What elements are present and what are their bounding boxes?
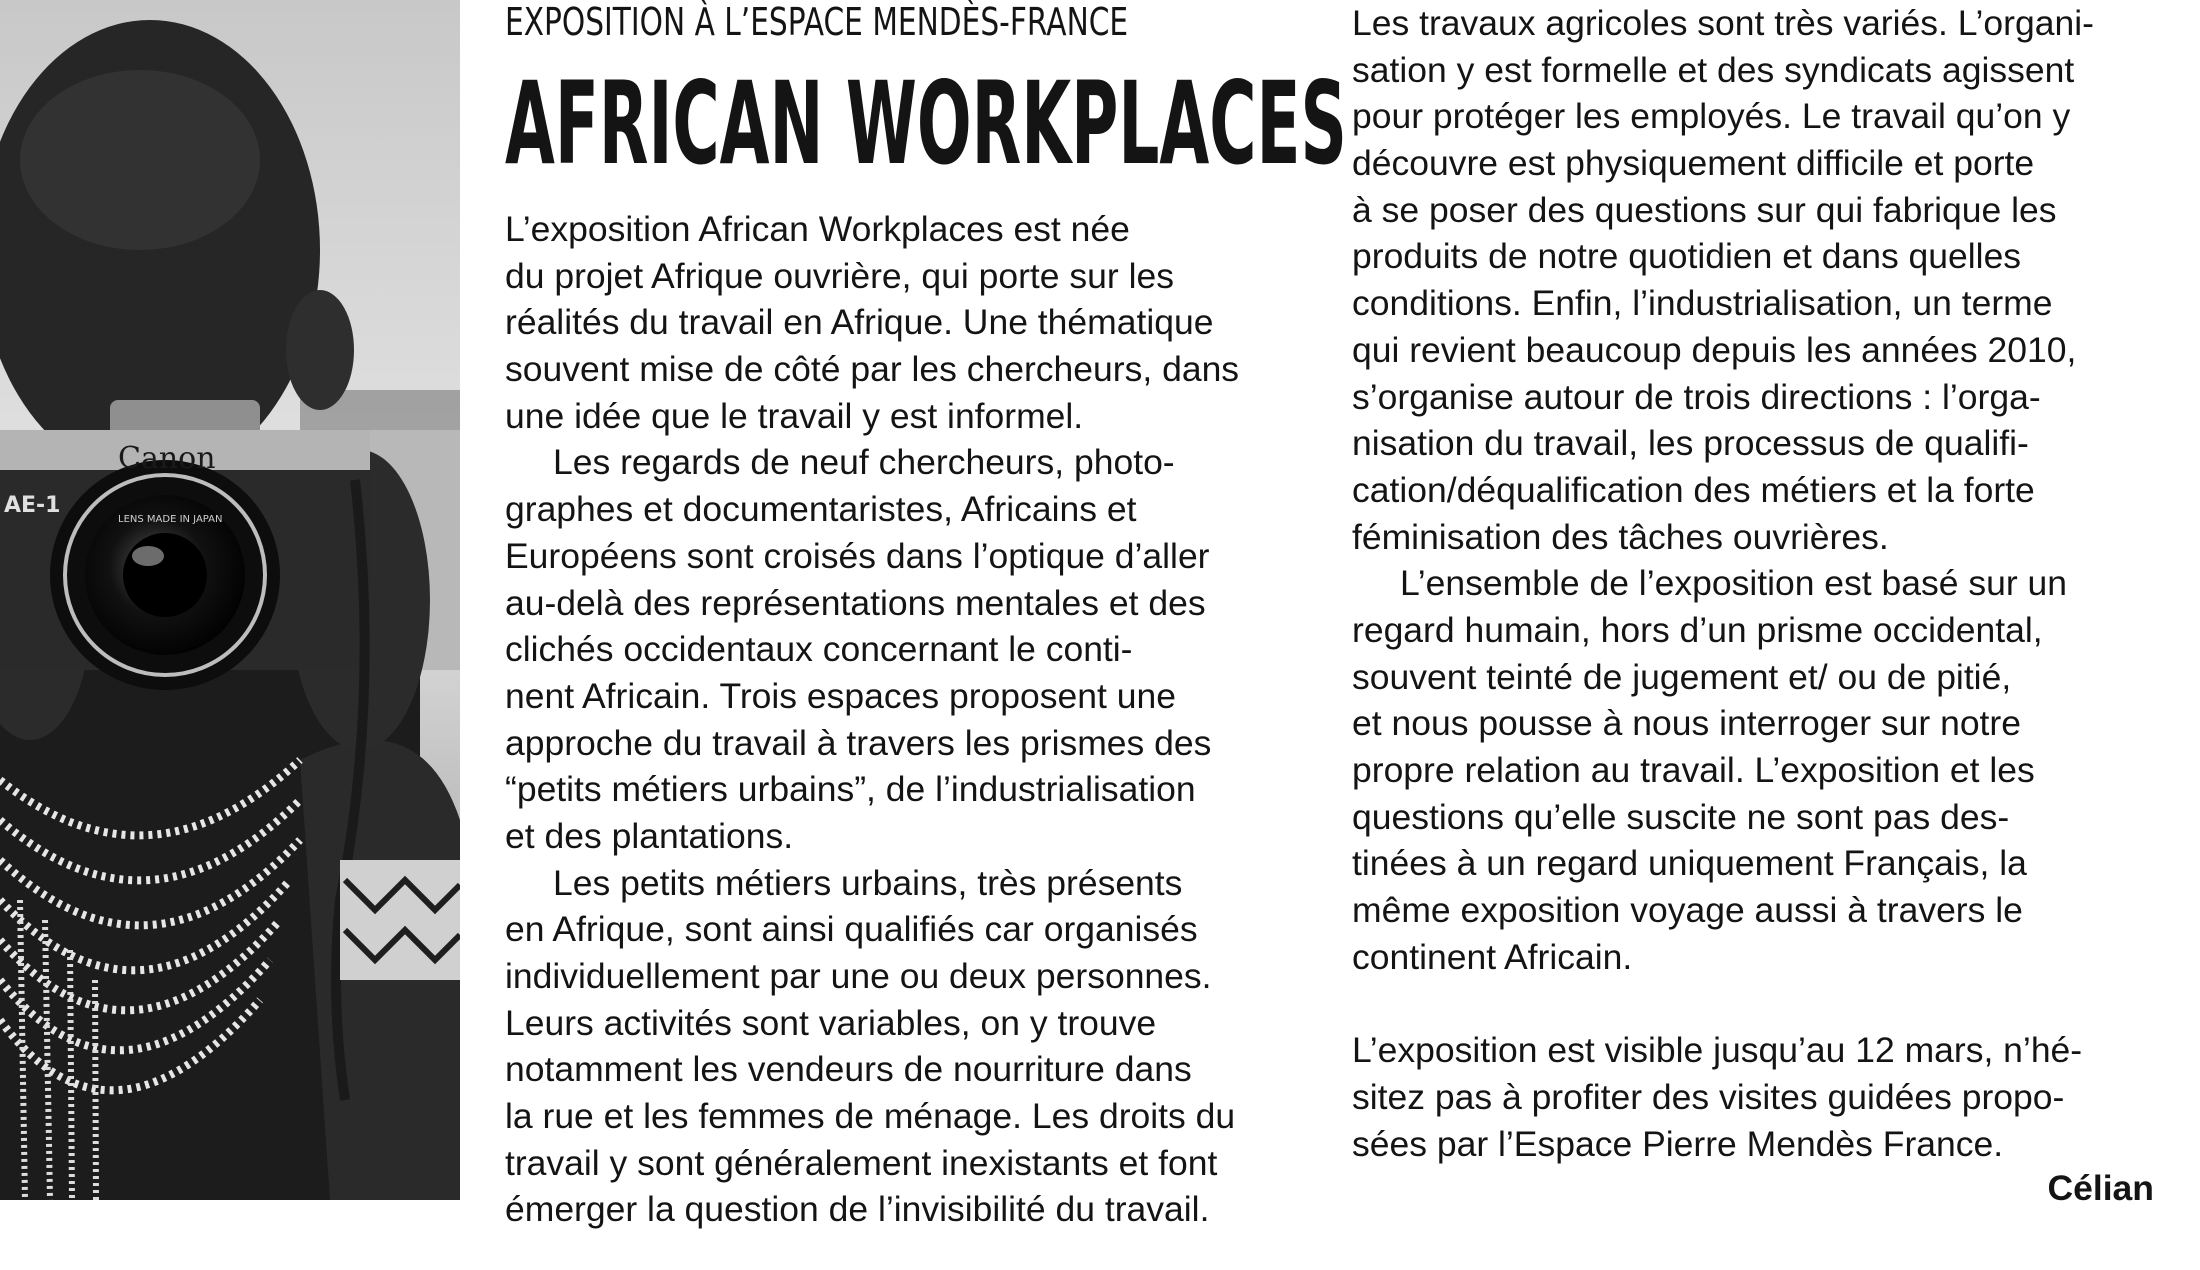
text-line: conditions. Enfin, l’industrialisation, un terme bbox=[1352, 283, 2053, 324]
text-line: sation y est formelle et des syndicats agissent bbox=[1352, 49, 2075, 90]
photographer-photo bbox=[0, 0, 460, 1200]
text-line: individuellement par une ou deux personnes. bbox=[505, 956, 1212, 996]
text-line: questions qu’elle suscite ne sont pas des- bbox=[1352, 796, 2010, 837]
text-line: sées par l’Espace Pierre Mendès France. bbox=[1352, 1123, 2004, 1164]
text-line: travail y sont généralement inexistants et font bbox=[505, 1142, 1218, 1183]
text-line: et des plantations. bbox=[505, 815, 794, 856]
text-line: du projet Afrique ouvrière, qui porte sur les bbox=[505, 255, 1174, 296]
text-line: souvent mise de côté par les chercheurs, dans bbox=[505, 349, 1240, 390]
text-line: tinées à un regard uniquement Français, la bbox=[1352, 843, 2027, 884]
camera-model-label: AE-1 bbox=[4, 493, 61, 518]
text-line: Les petits métiers urbains, très présents bbox=[553, 862, 1183, 903]
text-line: graphes et documentaristes, Africains et bbox=[505, 489, 1137, 530]
text-line: L’exposition est visible jusqu’au 12 mars, n’hé- bbox=[1352, 1030, 2083, 1071]
article-column-2 bbox=[1352, 0, 2094, 1167]
text-line: une idée que le travail y est informel. bbox=[505, 395, 1084, 436]
text-line: émerger la question de l’invisibilité du travail. bbox=[505, 1189, 1210, 1230]
text-line: nisation du travail, les processus de qualifi- bbox=[1352, 423, 2029, 464]
text-line: Les travaux agricoles sont très variés. L’organi- bbox=[1352, 3, 2094, 43]
text-line: en Afrique, sont ainsi qualifiés car organisés bbox=[505, 909, 1198, 950]
text-line: L’ensemble de l’exposition est basé sur un bbox=[1400, 563, 2068, 604]
text-line: souvent teinté de jugement et/ ou de pitié, bbox=[1352, 656, 2012, 697]
text-line: L’exposition African Workplaces est née bbox=[505, 209, 1130, 249]
text-line: regard humain, hors d’un prisme occidental, bbox=[1352, 609, 2043, 650]
text-line: Les regards de neuf chercheurs, photo- bbox=[553, 442, 1175, 483]
text-line: clichés occidentaux concernant le conti- bbox=[505, 629, 1133, 670]
camera-brand-label: Canon bbox=[118, 441, 216, 476]
lens-made-in-japan-label: LENS MADE IN JAPAN bbox=[118, 514, 223, 525]
text-line: à se poser des questions sur qui fabrique les bbox=[1352, 189, 2057, 230]
text-line: nent Africain. Trois espaces proposent une bbox=[505, 675, 1176, 716]
text-line: et nous pousse à nous interroger sur notre bbox=[1352, 703, 2021, 744]
text-line: Européens sont croisés dans l’optique d’aller bbox=[505, 535, 1210, 576]
text-line: sitez pas à profiter des visites guidées propo- bbox=[1352, 1076, 2065, 1117]
author-signature: Célian bbox=[2047, 1168, 2154, 1208]
text-line: réalités du travail en Afrique. Une thématique bbox=[505, 302, 1214, 343]
text-line: féminisation des tâches ouvrières. bbox=[1352, 516, 1889, 557]
blank-line bbox=[1352, 980, 2094, 1027]
text-line: qui revient beaucoup depuis les années 2010, bbox=[1352, 329, 2077, 370]
text-line: découvre est physiquement difficile et porte bbox=[1352, 143, 2035, 184]
text-line: propre relation au travail. L’exposition et les bbox=[1352, 750, 2035, 790]
text-line: continent Africain. bbox=[1352, 936, 1633, 977]
text-line: s’organise autour de trois directions : l’orga- bbox=[1352, 376, 2041, 417]
text-line: même exposition voyage aussi à travers le bbox=[1352, 890, 2023, 931]
article-kicker: EXPOSITION À L’ESPACE MENDÈS-FRANCE bbox=[505, 0, 1129, 44]
text-line: cation/déqualification des métiers et la forte bbox=[1352, 469, 2035, 510]
article-title: AFRICAN WORKPLACES bbox=[505, 57, 1347, 190]
text-line: “petits métiers urbains”, de l’industrialisation bbox=[505, 769, 1196, 810]
text-line: Leurs activités sont variables, on y trouve bbox=[505, 1002, 1157, 1043]
text-line: au-delà des représentations mentales et des bbox=[505, 582, 1206, 623]
text-line: la rue et les femmes de ménage. Les droits du bbox=[505, 1096, 1236, 1137]
text-line: approche du travail à travers les prismes des bbox=[505, 722, 1212, 763]
text-line: produits de notre quotidien et dans quelles bbox=[1352, 236, 2022, 277]
text-line: notamment les vendeurs de nourriture dans bbox=[505, 1049, 1192, 1090]
text-line: pour protéger les employés. Le travail qu’on y bbox=[1352, 96, 2071, 137]
article-column-1 bbox=[505, 206, 1239, 1233]
